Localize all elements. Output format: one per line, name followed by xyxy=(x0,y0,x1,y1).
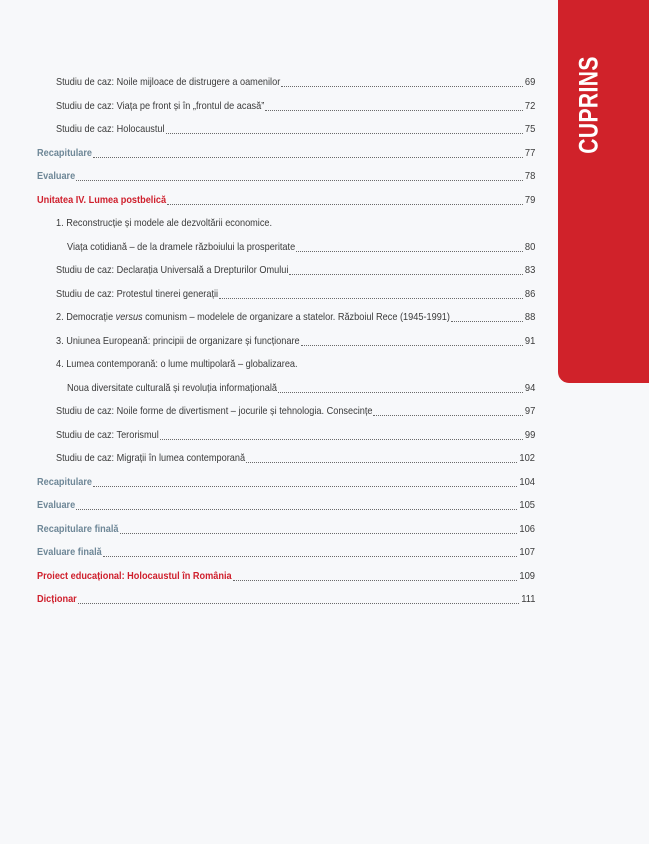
toc-entry-title: Studiu de caz: Viața pe front și în „frontul de acasă” xyxy=(56,100,265,112)
toc-entry[interactable] xyxy=(37,476,535,490)
cuprins-tab-text: CUPRINS xyxy=(573,56,604,154)
toc-entry[interactable] xyxy=(37,523,535,537)
toc-entry-page-number: 99 xyxy=(524,429,535,441)
toc-entry-page-number: 94 xyxy=(524,382,535,394)
toc-entry-title: Evaluare xyxy=(37,171,76,182)
toc-entry[interactable] xyxy=(37,170,535,184)
toc-entry-title xyxy=(56,311,450,325)
toc-entry[interactable] xyxy=(37,499,535,513)
toc-entry-title: Studiu de caz: Protestul tinerei generații xyxy=(56,288,219,300)
toc-entry-title: Evaluare xyxy=(37,500,76,511)
dot-leader xyxy=(301,345,523,346)
dot-leader xyxy=(296,251,523,252)
toc-entry[interactable] xyxy=(37,194,535,208)
toc-entry-title: Noua diversitate culturală și revoluția informațională xyxy=(67,382,277,394)
dot-leader xyxy=(120,533,518,534)
dot-leader xyxy=(160,439,523,440)
dot-leader xyxy=(166,133,523,134)
toc-entry[interactable] xyxy=(56,217,535,231)
toc-entry-title: 3. Uniunea Europeană: principii de organizare și funcționare xyxy=(56,335,300,347)
dot-leader xyxy=(246,462,517,463)
toc-entry-title: 1. Reconstrucție și modele ale dezvoltării economice. xyxy=(56,218,273,229)
toc-entry-title: Studiu de caz: Declarația Universală a Drepturilor Omului xyxy=(56,265,289,276)
toc-entry[interactable] xyxy=(56,335,535,349)
dot-leader xyxy=(76,509,517,510)
toc-entry-page-number: 77 xyxy=(524,147,535,159)
toc-entry-title-part: comunism – modelele de organizare a statelor. Războiul Rece (1945-1991) xyxy=(142,312,450,323)
toc-entry-title: Studiu de caz: Noile forme de divertisment – jocurile și tehnologia. Consecințe xyxy=(56,406,373,417)
toc-entry[interactable] xyxy=(37,570,535,584)
toc-entry-page-number: 69 xyxy=(524,77,535,88)
toc-entry-page-number: 88 xyxy=(524,312,535,323)
toc-entry-title: Studiu de caz: Holocaustul xyxy=(56,124,165,135)
toc-entry[interactable] xyxy=(56,358,535,372)
dot-leader xyxy=(233,580,517,581)
dot-leader xyxy=(76,180,522,181)
toc-entry-page-number: 79 xyxy=(524,194,535,206)
toc-entry-page-number: 78 xyxy=(524,171,535,182)
toc-entry[interactable] xyxy=(56,123,535,137)
toc-entry-title: Unitatea IV. Lumea postbelică xyxy=(37,194,167,206)
toc-entry-page-number: 72 xyxy=(524,100,535,112)
toc-entry[interactable] xyxy=(37,546,535,560)
toc-entry-title: Viața cotidiană – de la dramele războiului la prosperitate xyxy=(67,241,296,253)
dot-leader xyxy=(281,86,522,87)
toc-entry-page-number: 105 xyxy=(519,500,535,511)
toc-entry-page-number: 91 xyxy=(524,335,535,347)
dot-leader xyxy=(78,603,519,604)
toc-entry[interactable] xyxy=(67,241,535,255)
toc-entry-page-number: 102 xyxy=(519,453,535,464)
toc-entry[interactable] xyxy=(56,405,535,419)
toc-entry-title: Dicționar xyxy=(37,594,77,605)
toc-entry-title-part: 2. Democrație xyxy=(56,312,116,323)
toc-entry[interactable] xyxy=(56,288,535,302)
dot-leader xyxy=(265,110,522,111)
toc-entry-title: Recapitulare xyxy=(37,476,93,488)
dot-leader xyxy=(93,157,523,158)
dot-leader xyxy=(451,321,523,322)
toc-entry[interactable] xyxy=(37,147,535,161)
toc-entry-page-number: 107 xyxy=(519,547,535,558)
toc-entry-title: Recapitulare xyxy=(37,147,93,159)
toc-entry-page-number: 75 xyxy=(524,124,535,135)
toc-entry-page-number: 83 xyxy=(524,265,535,276)
toc-entry[interactable] xyxy=(56,100,535,114)
toc-entry-page-number: 111 xyxy=(520,594,535,605)
toc-entry[interactable] xyxy=(56,429,535,443)
toc-entry-page-number: 104 xyxy=(519,476,535,488)
toc-entry-title: Evaluare finală xyxy=(37,547,102,558)
dot-leader xyxy=(373,415,522,416)
toc-entry-title: Studiu de caz: Migrații în lumea contemporană xyxy=(56,453,246,464)
toc-entry-title: 4. Lumea contemporană: o lume multipolară – globalizarea. xyxy=(56,359,298,370)
toc-entry[interactable] xyxy=(56,264,535,278)
dot-leader xyxy=(103,556,517,557)
toc-entry-page-number: 109 xyxy=(519,570,535,582)
dot-leader xyxy=(289,274,522,275)
toc-entry[interactable] xyxy=(56,452,535,466)
toc-entry-title: Recapitulare finală xyxy=(37,523,119,535)
dot-leader xyxy=(93,486,517,487)
toc-entry-page-number: 86 xyxy=(524,288,535,300)
dot-leader xyxy=(167,204,523,205)
toc-entry-page-number: 97 xyxy=(524,406,535,417)
toc-entry[interactable] xyxy=(67,382,535,396)
dot-leader xyxy=(278,392,523,393)
toc-entry[interactable] xyxy=(56,311,535,325)
toc-entry-title: Studiu de caz: Noile mijloace de distrugere a oamenilor xyxy=(56,77,281,88)
toc-entry[interactable] xyxy=(37,593,535,607)
toc-entry-page-number: 80 xyxy=(524,241,535,253)
toc-entry-title: Proiect educațional: Holocaustul în România xyxy=(37,570,232,582)
toc-entry-title: Studiu de caz: Terorismul xyxy=(56,429,159,441)
toc-entry-title-italic: versus xyxy=(115,312,143,323)
cuprins-tab-label xyxy=(574,42,605,167)
dot-leader xyxy=(219,298,523,299)
toc-entry-page-number: 106 xyxy=(519,523,535,535)
toc-entry[interactable] xyxy=(56,76,535,90)
